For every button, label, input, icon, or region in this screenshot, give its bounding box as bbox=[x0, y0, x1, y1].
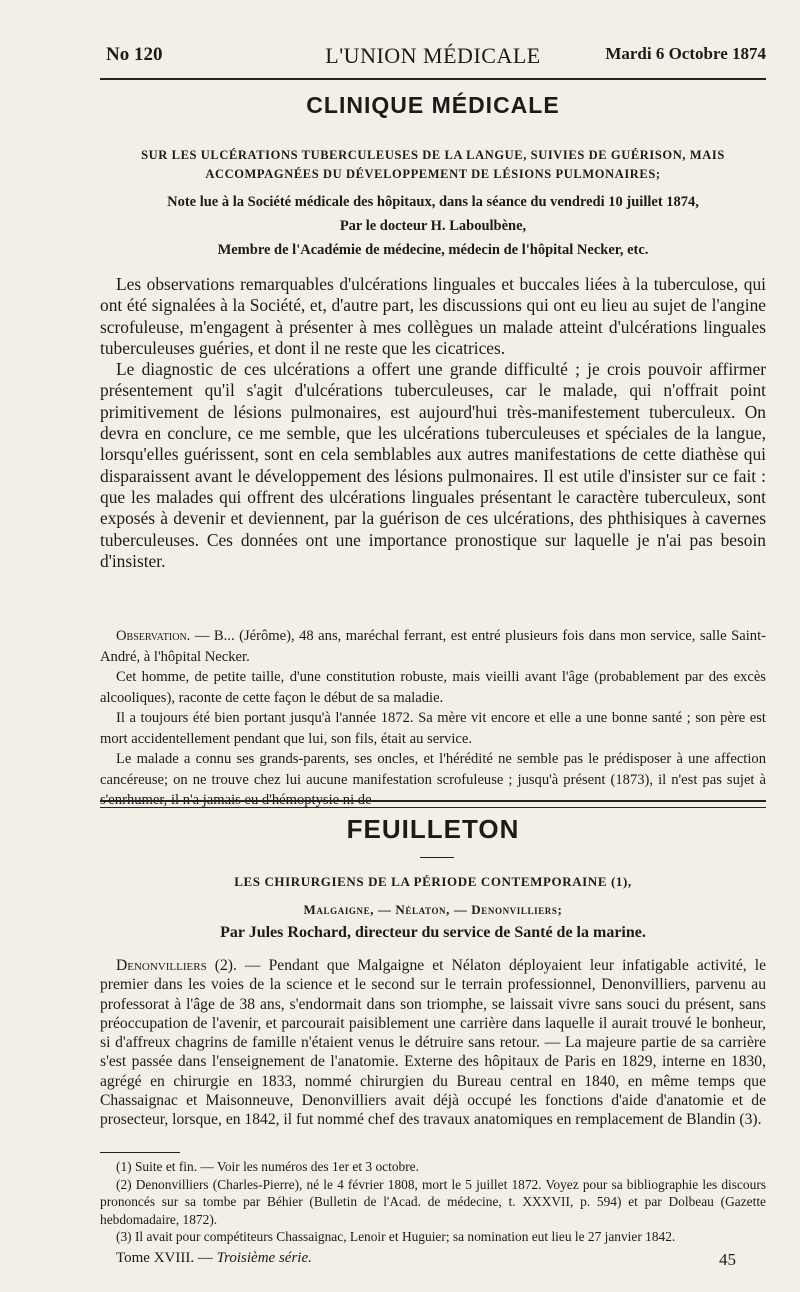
issue-date: Mardi 6 Octobre 1874 bbox=[605, 44, 766, 63]
footnote-rule bbox=[100, 1152, 180, 1153]
author-line: Par le docteur H. Laboulbène, bbox=[339, 218, 527, 234]
article-subtitle-line-1: SUR LES ULCÉRATIONS TUBERCULEUSES DE LA LANGUE, SUIVIES DE GUÉRISON, MAIS bbox=[141, 148, 725, 162]
article-byline bbox=[100, 190, 766, 262]
footnote: (2) Denonvilliers (Charles-Pierre), né le 4 février 1808, mort le 5 juillet 1872. Voyez pour sa bibliographie les discours prononcés sur sa tombe par Béhier (Bulletin de l'Acad. de médecine, t. XXXVII, p. 594) et par Dolbeau (Gazette hebdomadaire, 1872). bbox=[100, 1176, 766, 1227]
issue-number: No 120 bbox=[106, 44, 163, 65]
section-divider bbox=[100, 800, 766, 808]
article-body bbox=[100, 274, 766, 572]
title-rule bbox=[420, 857, 454, 858]
series-label: Troisième série. bbox=[216, 1250, 312, 1266]
observation-paragraph: Il a toujours été bien portant jusqu'à l'année 1872. Sa mère vit encore et elle a une bonne santé ; son père est mort accidentellement pendant que lui, son fils, était au service. bbox=[100, 710, 766, 747]
feuilleton-lead: Denonvilliers (2). bbox=[116, 957, 237, 974]
author-affiliation: Membre de l'Académie de médecine, médecin de l'hôpital Necker, etc. bbox=[217, 242, 649, 258]
footnotes bbox=[100, 1158, 766, 1246]
feuilleton-subtitle-block bbox=[100, 868, 766, 924]
observation-paragraph: Le malade a connu ses grands-parents, ses oncles, et l'hérédité ne semble pas le prédisposer à une affection cancéreuse; on ne trouve chez lui aucune manifestation scrofuleuse ; jusqu'à présent (1873), il n'est pas sujet à s'enrhumer, il n'a jamais eu d'hémoptysie ni de bbox=[100, 751, 766, 808]
journal-title: L'UNION MÉDICALE bbox=[325, 43, 541, 68]
observation-paragraph bbox=[100, 626, 766, 667]
section-title: CLINIQUE MÉDICALE bbox=[306, 92, 560, 118]
article-subtitle bbox=[100, 146, 766, 184]
tome-label: Tome XVIII. — bbox=[116, 1250, 213, 1266]
page-footer bbox=[100, 1250, 766, 1272]
feuilleton-text: — Pendant que Malgaigne et Nélaton déployaient leur infatigable activité, le premier dans les voies de la science et le second sur le terrain professionnel, Denonvilliers, parvenu au professorat à l'âge de 38 ans, s'endormait dans son triomphe, se laissait vivre sans souci du présent, sans préoccupation de l'avenir, et parcourait paisiblement une carrière dans laquelle il aurait trouvé le bonheur, si d'affreux chagrins de famille n'étaient venus le détruire sans retour. — La majeure partie de sa carrière s'est passée dans l'enseignement de l'anatomie. Externe des hôpitaux de Paris en 1829, interne en 1830, agrégé en chirurgie en 1833, nommé chirurgien du Bureau central en 1840, en même temps que Chassaignac et Maisonneuve, Denonvilliers avait déjà occupé les fonctions d'aide d'anatomie et de prosecteur, lorsque, en 1842, il fut nommé chef des travaux anatomiques en remplacement de Blandin (3). bbox=[100, 957, 766, 1129]
observation-text: — B... (Jérôme), 48 ans, maréchal ferrant, est entré plusieurs fois dans mon service, salle Saint-André, à l'hôpital Necker. bbox=[100, 628, 766, 665]
article-subtitle-line-2: ACCOMPAGNÉES DU DÉVELOPPEMENT DE LÉSIONS PULMONAIRES; bbox=[205, 167, 661, 181]
observation-block bbox=[100, 626, 766, 811]
paragraph: Les observations remarquables d'ulcérations linguales et buccales liées à la tuberculose, qui ont été signalées à la Société, et, d'autre part, les discussions qui ont eu lieu au sujet de l'angine scrofuleuse, m'engagent à présenter à mes collègues un malade atteint d'ulcérations linguales tuberculeuses guéries, et dont il ne reste que les cicatrices. bbox=[100, 274, 766, 358]
feuilleton-names: Malgaigne, — Nélaton, — Denonvilliers; bbox=[303, 902, 563, 917]
feuilleton-author: Par Jules Rochard, directeur du service de Santé de la marine. bbox=[220, 924, 646, 941]
feuilleton-subtitle: LES CHIRURGIENS DE LA PÉRIODE CONTEMPORAINE (1), bbox=[234, 874, 632, 889]
volume-info bbox=[116, 1250, 312, 1267]
paragraph bbox=[100, 956, 766, 1130]
presentation-note: Note lue à la Société médicale des hôpitaux, dans la séance du vendredi 10 juillet 1874, bbox=[167, 194, 699, 210]
feuilleton-title: FEUILLETON bbox=[346, 814, 520, 844]
paragraph: Le diagnostic de ces ulcérations a offert une grande difficulté ; je crois pouvoir affirmer présentement qu'il s'agit d'ulcérations tuberculeuses, car le malade, qui n'offrait point primitivement de lésions pulmonaires, est aujourd'hui très-manifestement tuberculeux. On devra en conclure, ce me semble, que les ulcérations tuberculeuses et spéciales de la langue, lorsqu'elles guérissent, sont en cela semblables aux autres manifestations de cette diathèse qui disparaissent avant le développement des lésions pulmonaires. Il est utile d'insister sur ce fait : que les malades qui offrent des ulcérations linguales présentant le caractère tuberculeux, sont exposés à devenir et deviennent, par la guérison de ces ulcérations, des phthisiques à cavernes tuberculeuses. Ces données ont une importance pronostique sur laquelle je n'ai pas besoin d'insister. bbox=[100, 359, 766, 571]
footnote: (1) Suite et fin. — Voir les numéros des 1er et 3 octobre. bbox=[116, 1159, 419, 1174]
observation-paragraph: Cet homme, de petite taille, d'une constitution robuste, mais vieilli avant l'âge (probablement par des excès alcooliques), raconte de cette façon le début de sa maladie. bbox=[100, 669, 766, 706]
feuilleton-body bbox=[100, 956, 766, 1130]
header-rule bbox=[100, 78, 766, 80]
footnote: (3) Il avait pour compétiteurs Chassaignac, Lenoir et Huguier; sa nomination eut lieu le 27 janvier 1842. bbox=[116, 1229, 676, 1245]
page-number: 45 bbox=[719, 1250, 736, 1269]
observation-label: Observation. bbox=[116, 628, 191, 644]
running-header bbox=[100, 40, 766, 76]
